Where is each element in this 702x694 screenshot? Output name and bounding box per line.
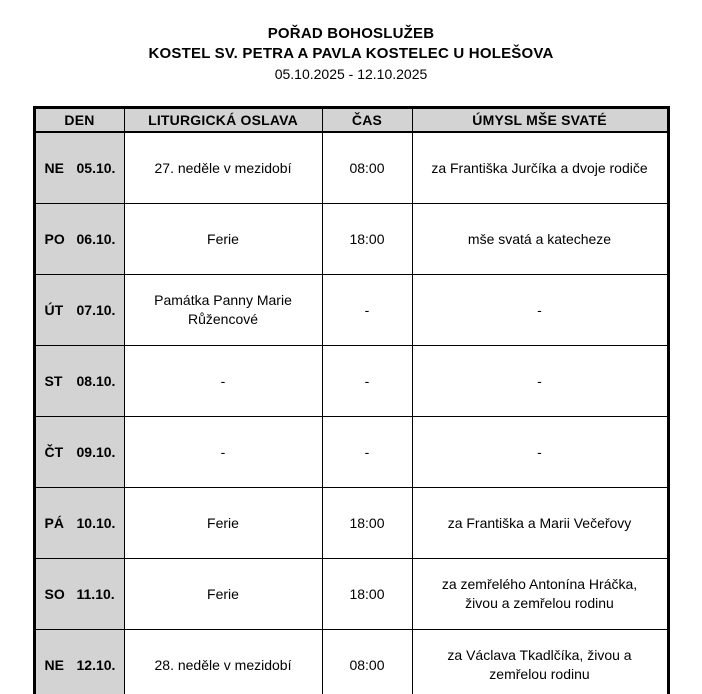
celebration-cell: Ferie (124, 204, 322, 275)
celebration-cell: Ferie (124, 559, 322, 630)
day-date: 10.10. (76, 514, 116, 531)
day-date: 05.10. (76, 159, 116, 176)
table-row (34, 346, 668, 417)
day-date: 07.10. (76, 301, 116, 318)
celebration-cell: Památka Panny Marie Růžencové (124, 275, 322, 346)
day-cell (34, 275, 124, 346)
intention-cell: mše svatá a katecheze (412, 204, 668, 275)
day-abbr: ÚT (44, 301, 64, 318)
mass-schedule-table (33, 106, 670, 694)
column-header-celebration: LITURGICKÁ OSLAVA (124, 108, 322, 133)
intention-cell: - (412, 275, 668, 346)
celebration-cell: Ferie (124, 488, 322, 559)
day-abbr: PÁ (44, 514, 64, 531)
day-date: 09.10. (76, 443, 116, 460)
date-range: 05.10.2025 - 12.10.2025 (274, 66, 428, 82)
table-header-row (34, 108, 668, 133)
intention-cell: - (412, 417, 668, 488)
table-row (34, 275, 668, 346)
intention-cell: - (412, 346, 668, 417)
celebration-cell: - (124, 346, 322, 417)
document-title: POŘAD BOHOSLUŽEB (267, 25, 435, 42)
day-cell (34, 488, 124, 559)
time-cell: 08:00 (322, 630, 412, 694)
time-cell: - (322, 346, 412, 417)
time-cell: - (322, 417, 412, 488)
column-header-time: ČAS (322, 108, 412, 133)
day-date: 06.10. (76, 230, 116, 247)
day-date: 12.10. (76, 656, 116, 673)
day-cell (34, 132, 124, 204)
table-row (34, 488, 668, 559)
intention-cell: za zemřelého Antonína Hráčka, živou a zemřelou rodinu (412, 559, 668, 630)
day-abbr: NE (44, 656, 64, 673)
table-row (34, 630, 668, 694)
table-row (34, 204, 668, 275)
day-date: 08.10. (76, 372, 116, 389)
day-cell (34, 559, 124, 630)
day-abbr: ST (44, 372, 63, 389)
time-cell: - (322, 275, 412, 346)
day-cell (34, 204, 124, 275)
intention-cell: za Františka Jurčíka a dvoje rodiče (412, 132, 668, 204)
day-abbr: NE (44, 159, 64, 176)
intention-cell: za Václava Tkadlčíka, živou a zemřelou rodinu (412, 630, 668, 694)
time-cell: 08:00 (322, 132, 412, 204)
day-cell (34, 346, 124, 417)
table-row (34, 132, 668, 204)
day-abbr: PO (44, 230, 65, 247)
table-row (34, 417, 668, 488)
time-cell: 18:00 (322, 559, 412, 630)
day-abbr: ČT (44, 443, 64, 460)
time-cell: 18:00 (322, 204, 412, 275)
day-date: 11.10. (76, 585, 115, 602)
day-abbr: SO (44, 585, 65, 602)
table-row (34, 559, 668, 630)
column-header-intention: ÚMYSL MŠE SVATÉ (412, 108, 668, 133)
time-cell: 18:00 (322, 488, 412, 559)
celebration-cell: - (124, 417, 322, 488)
celebration-cell: 28. neděle v mezidobí (124, 630, 322, 694)
celebration-cell: 27. neděle v mezidobí (124, 132, 322, 204)
church-name: KOSTEL SV. PETRA A PAVLA KOSTELEC U HOLEŠOVA (148, 45, 554, 62)
day-cell (34, 630, 124, 694)
intention-cell: za Františka a Marii Večeřovy (412, 488, 668, 559)
document-header (0, 0, 702, 85)
day-cell (34, 417, 124, 488)
column-header-day: DEN (34, 108, 124, 133)
